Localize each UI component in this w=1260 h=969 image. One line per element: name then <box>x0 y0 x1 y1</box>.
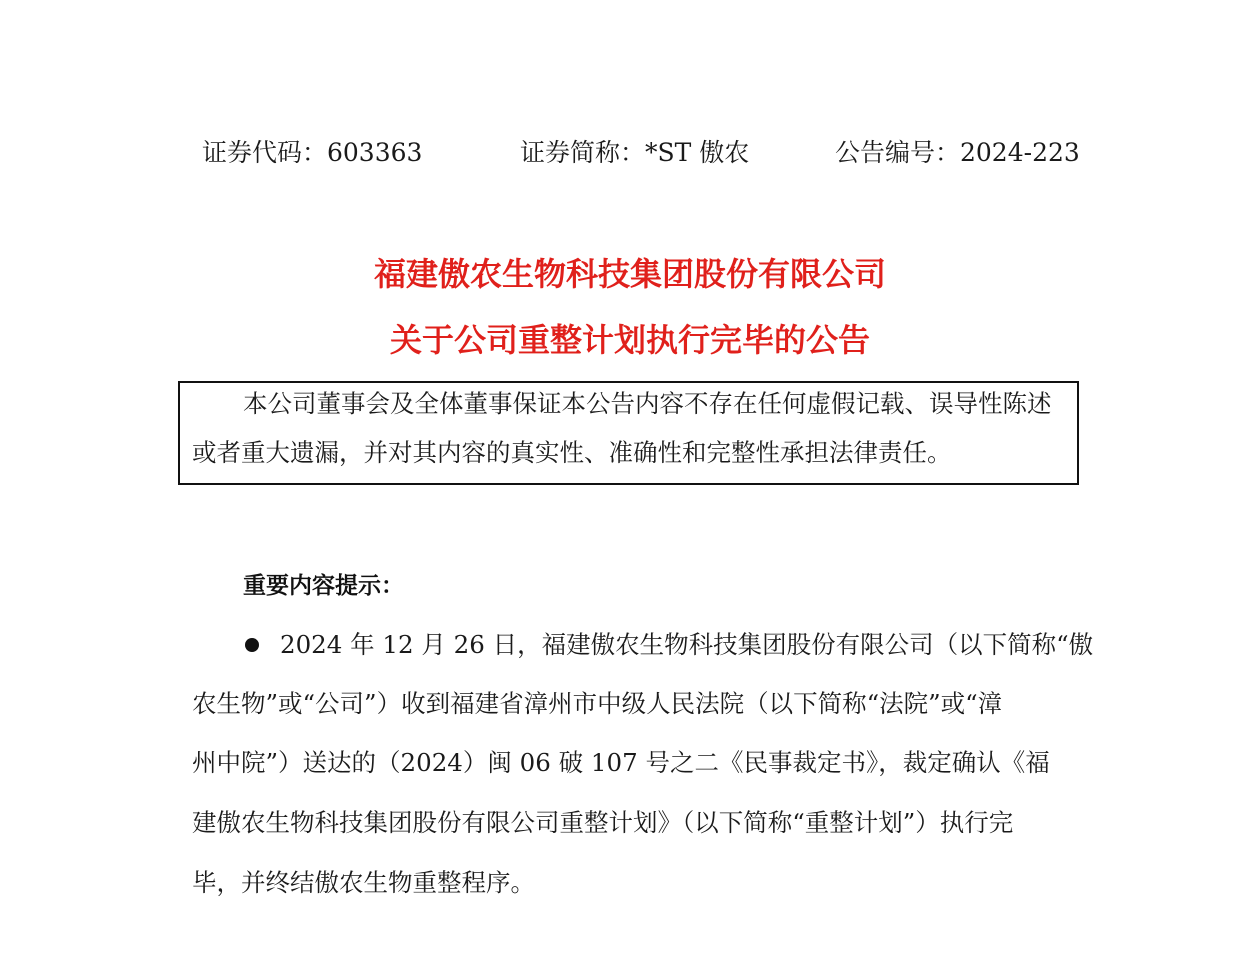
key-points-heading: 重要内容提示： <box>243 573 404 599</box>
key-point-line-5: 毕，并终结傲农生物重整程序。 <box>192 868 535 897</box>
disclaimer-line-2: 或者重大遗漏，并对其内容的真实性、准确性和完整性承担法律责任。 <box>192 438 952 467</box>
key-point-line-4: 建傲农生物科技集团股份有限公司重整计划》（以下简称“重整计划”）执行完 <box>192 808 1014 837</box>
key-point-line-1: 2024 年 12 月 26 日，福建傲农生物科技集团股份有限公司（以下简称“傲 <box>280 630 1094 659</box>
bullet-icon <box>245 638 259 652</box>
key-point-line-2: 农生物”或“公司”）收到福建省漳州市中级人民法院（以下简称“法院”或“漳 <box>192 689 1003 718</box>
announcement-title: 关于公司重整计划执行完毕的公告 <box>389 321 870 359</box>
announcement-number: 公告编号：2024-223 <box>835 138 1080 167</box>
disclaimer-line-1: 本公司董事会及全体董事保证本公告内容不存在任何虚假记载、误导性陈述 <box>243 389 1052 418</box>
security-code: 证券代码：603363 <box>202 138 423 167</box>
company-title: 福建傲农生物科技集团股份有限公司 <box>373 255 886 293</box>
key-point-line-3: 州中院”）送达的（2024）闽 06 破 107 号之二《民事裁定书》，裁定确认《福 <box>192 748 1050 777</box>
security-abbreviation: 证券简称：*ST 傲农 <box>520 138 750 167</box>
